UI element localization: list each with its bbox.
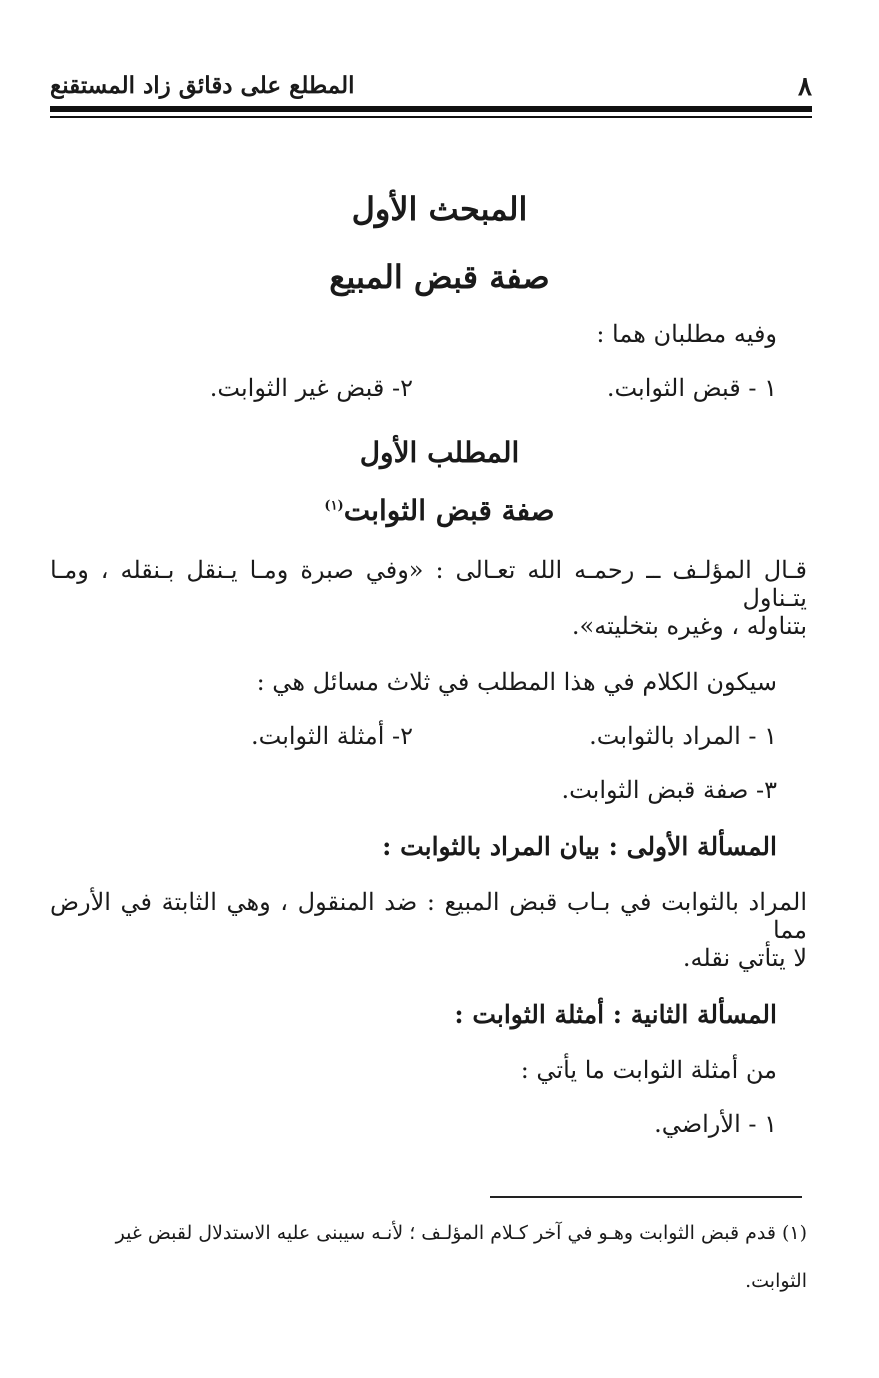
mas2-intro: من أمثلة الثوابت ما يأتي : — [520, 1056, 777, 1084]
masail-item-1: ١ - المراد بالثوابت. — [589, 722, 777, 750]
mas1-heading: المسألة الأولى : بيان المراد بالثوابت : — [382, 832, 777, 861]
section-heading: المطلب الأول — [359, 436, 520, 469]
chapter-heading: المبحث الأول — [351, 190, 528, 228]
section-title-text: صفة قبض الثوابت — [343, 494, 555, 527]
quote-line-2: بتناوله ، وغيره بتخليته». — [571, 612, 807, 640]
intro-item-1: ١ - قبض الثوابت. — [606, 374, 777, 402]
footnote-separator — [490, 1196, 802, 1198]
mas1-line-2: لا يتأتي نقله. — [682, 944, 807, 972]
footnote-marker: (١) — [324, 498, 344, 514]
mas1-line-1: المراد بالثوابت في بـاب قبض المبيع : ضد المنقول ، وهي الثابتة في الأرض مما — [50, 888, 807, 944]
mas2-heading: المسألة الثانية : أمثلة الثوابت : — [454, 1000, 777, 1029]
intro-item-2: ٢- قبض غير الثوابت. — [209, 374, 413, 402]
header-rule-thick — [50, 106, 812, 112]
section-title — [0, 494, 879, 527]
footnote-line-1: (١) قدم قبض الثوابت وهـو في آخر كـلام المؤلـف ؛ لأنـه سيبنى عليه الاستدلال لقبض غير — [115, 1222, 807, 1244]
masail-item-2: ٢- أمثلة الثوابت. — [251, 722, 413, 750]
quote-line-1: قـال المؤلـف ــ رحمـه الله تعـالى : «وفي صبرة ومـا يـنقل بـنقله ، ومـا يتـناول — [50, 556, 807, 612]
masail-item-3: ٣- صفة قبض الثوابت. — [561, 776, 777, 804]
header-rule-thin — [50, 116, 812, 118]
page-number: ٨ — [798, 72, 812, 102]
page-header — [50, 72, 812, 102]
masail-intro: سيكون الكلام في هذا المطلب في ثلاث مسائل هي : — [256, 668, 777, 696]
running-title: المطلع على دقائق زاد المستقنع — [50, 72, 355, 99]
chapter-title: صفة قبض المبيع — [329, 258, 550, 296]
footnote-line-2: الثوابت. — [745, 1270, 807, 1292]
intro-line: وفيه مطلبان هما : — [596, 320, 777, 348]
mas2-item-1: ١ - الأراضي. — [654, 1110, 777, 1138]
